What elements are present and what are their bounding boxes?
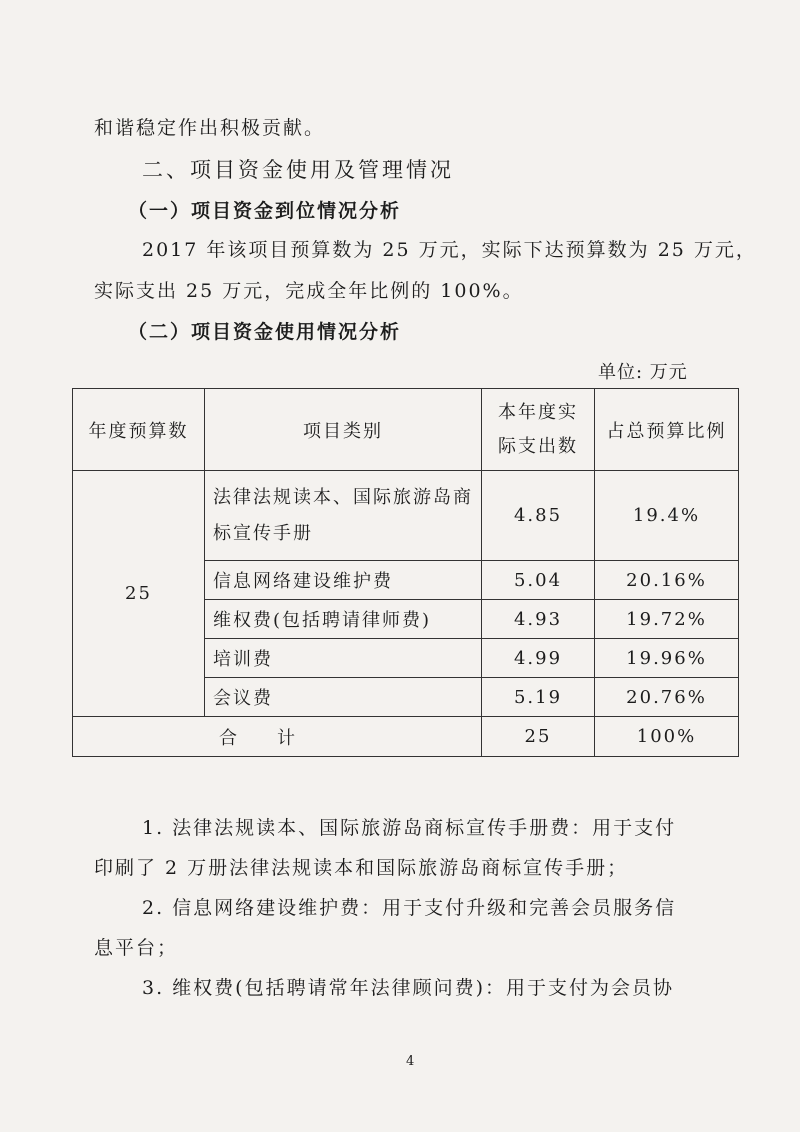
row-ratio: 19.4%	[595, 471, 739, 561]
header-category: 项目类别	[205, 389, 482, 471]
budget-table	[72, 388, 739, 757]
header-ratio: 占总预算比例	[595, 389, 739, 471]
table-unit-label: 单位: 万元	[598, 362, 688, 383]
table-header-row	[73, 389, 739, 471]
row-category: 信息网络建设维护费	[205, 561, 482, 600]
subsection-2-title: （二）项目资金使用情况分析	[128, 321, 402, 343]
table-total-row	[73, 717, 739, 757]
row-category: 会议费	[205, 678, 482, 717]
row-ratio: 20.16%	[595, 561, 739, 600]
total-ratio: 100%	[595, 717, 739, 757]
row-amount: 4.99	[482, 639, 595, 678]
total-label: 合计	[73, 717, 482, 757]
note-1-line1: 1. 法律法规读本、国际旅游岛商标宣传手册费：用于支付	[142, 817, 677, 839]
row-ratio: 19.72%	[595, 600, 739, 639]
row-amount: 4.85	[482, 471, 595, 561]
paragraph-intro: 和谐稳定作出积极贡献。	[94, 117, 326, 139]
total-amount: 25	[482, 717, 595, 757]
section-2-title: 二、项目资金使用及管理情况	[142, 158, 454, 182]
budget-value-cell: 25	[73, 471, 205, 717]
subsection-1-title: （一）项目资金到位情况分析	[128, 200, 402, 222]
note-3-line1: 3. 维权费(包括聘请常年法律顾问费)：用于支付为会员协	[142, 977, 674, 999]
note-2-line1: 2. 信息网络建设维护费：用于支付升级和完善会员服务信	[142, 897, 677, 919]
table-row	[73, 471, 739, 561]
row-ratio: 19.96%	[595, 639, 739, 678]
header-actual-spend: 本年度实际支出数	[482, 389, 595, 471]
row-category: 培训费	[205, 639, 482, 678]
page-number: 4	[406, 1054, 415, 1069]
note-1-line2: 印刷了 2 万册法律法规读本和国际旅游岛商标宣传手册；	[94, 857, 629, 879]
row-amount: 5.04	[482, 561, 595, 600]
row-ratio: 20.76%	[595, 678, 739, 717]
header-annual-budget: 年度预算数	[73, 389, 205, 471]
row-amount: 5.19	[482, 678, 595, 717]
row-amount: 4.93	[482, 600, 595, 639]
row-category: 维权费(包括聘请律师费)	[205, 600, 482, 639]
note-2-line2: 息平台；	[94, 937, 179, 959]
row-category: 法律法规读本、国际旅游岛商标宣传手册	[205, 471, 482, 561]
subsection-1-text-line1: 2017 年该项目预算数为 25 万元，实际下达预算数为 25 万元，	[142, 239, 757, 261]
subsection-1-text-line2: 实际支出 25 万元，完成全年比例的 100%。	[94, 280, 524, 302]
